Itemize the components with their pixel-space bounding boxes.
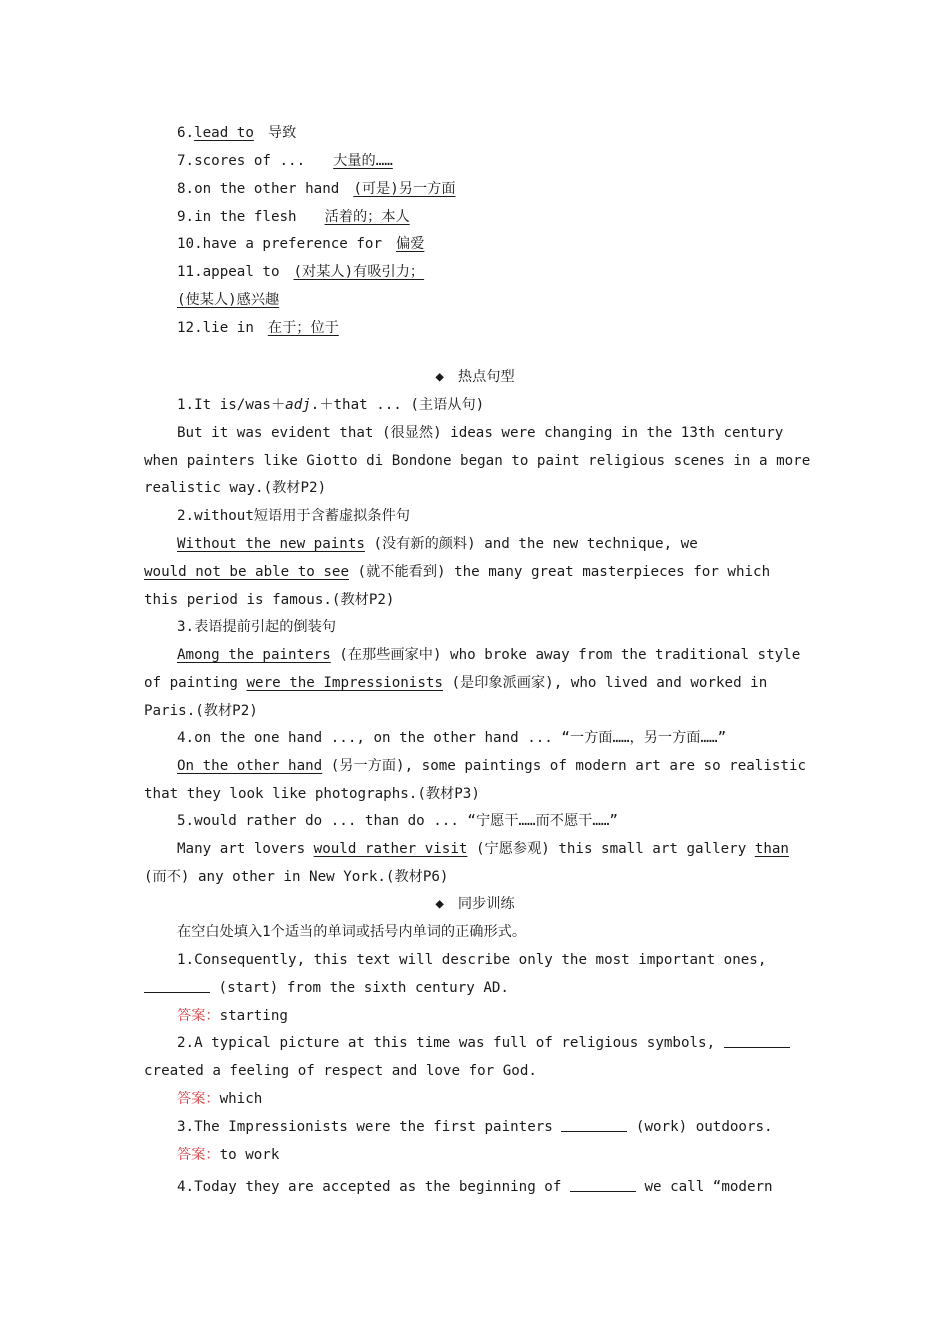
phrase-item: 8.on the other hand (可是)另一方面: [177, 181, 456, 197]
phrase-item: 10.have a preference for 偏爱: [177, 236, 425, 252]
question-text: 1.Consequently, this text will describe only the most important ones,: [177, 952, 767, 968]
question-text: 2.A typical picture at this time was full of religious symbols,: [177, 1033, 790, 1053]
answer-blank: [570, 1177, 636, 1192]
example-line: Without the new paints (没有新的颜料) and the new technique, we: [177, 536, 698, 552]
example-line: would not be able to see (就不能看到) the many great masterpieces for which: [144, 564, 771, 580]
answer-line: 答案：which: [177, 1091, 263, 1107]
question-text: 3.The Impressionists were the first painters (work) outdoors.: [177, 1119, 773, 1135]
question-text: (start) from the sixth century AD.: [144, 978, 509, 998]
answer-blank: [724, 1033, 790, 1048]
answer-line: 答案：to work: [177, 1147, 280, 1163]
phrase-item: 6.lead to 导致: [177, 125, 297, 141]
pattern-heading: 1.It is/was＋adj.＋that ... (主语从句): [177, 397, 485, 413]
pattern-heading: 2.without短语用于含蓄虚拟条件句: [177, 508, 410, 524]
pattern-heading: 5.would rather do ... than do ... “宁愿干……而不愿干……”: [177, 813, 618, 829]
section-heading: ◆ 同步训练: [435, 896, 515, 912]
phrase-item-continuation: (使某人)感兴趣: [177, 292, 280, 308]
phrase-item: 11.appeal to (对某人)有吸引力；: [177, 264, 425, 280]
question-text: 4.Today they are accepted as the beginning of we call “modern: [177, 1179, 773, 1195]
question-text: created a feeling of respect and love for God.: [144, 1063, 537, 1079]
pattern-heading: 4.on the one hand ..., on the other hand ... “一方面……，另一方面……”: [177, 730, 727, 746]
example-line: that they look like photographs.(教材P3): [144, 786, 480, 802]
example-line: (而不) any other in New York.(教材P6): [144, 869, 449, 885]
example-line: this period is famous.(教材P2): [144, 592, 395, 608]
example-line: realistic way.(教材P2): [144, 480, 327, 496]
phrase-item: 7.scores of ... 大量的……: [177, 153, 393, 169]
phrase-item: 12.lie in 在于；位于: [177, 320, 339, 336]
example-line: when painters like Giotto di Bondone began to paint religious scenes in a more: [144, 453, 811, 469]
pattern-heading: 3.表语提前引起的倒装句: [177, 619, 336, 635]
answer-blank: [561, 1117, 627, 1132]
answer-blank: [144, 978, 210, 993]
section-heading: ◆ 热点句型: [435, 369, 515, 385]
diamond-icon: ◆: [435, 369, 444, 385]
diamond-icon: ◆: [435, 896, 444, 912]
example-line: But it was evident that (很显然) ideas were changing in the 13th century: [177, 425, 784, 441]
phrase-item: 9.in the flesh 活着的；本人: [177, 209, 410, 225]
example-line: On the other hand (另一方面), some paintings of modern art are so realistic: [177, 758, 807, 774]
example-line: Paris.(教材P2): [144, 703, 258, 719]
example-line: Among the painters (在那些画家中) who broke away from the traditional style: [177, 647, 801, 663]
example-line: Many art lovers would rather visit (宁愿参观) this small art gallery than: [177, 841, 789, 857]
instruction-text: 在空白处填入1个适当的单词或括号内单词的正确形式。: [177, 924, 527, 940]
example-line: of painting were the Impressionists (是印象派画家), who lived and worked in: [144, 675, 768, 691]
answer-line: 答案：starting: [177, 1008, 288, 1024]
